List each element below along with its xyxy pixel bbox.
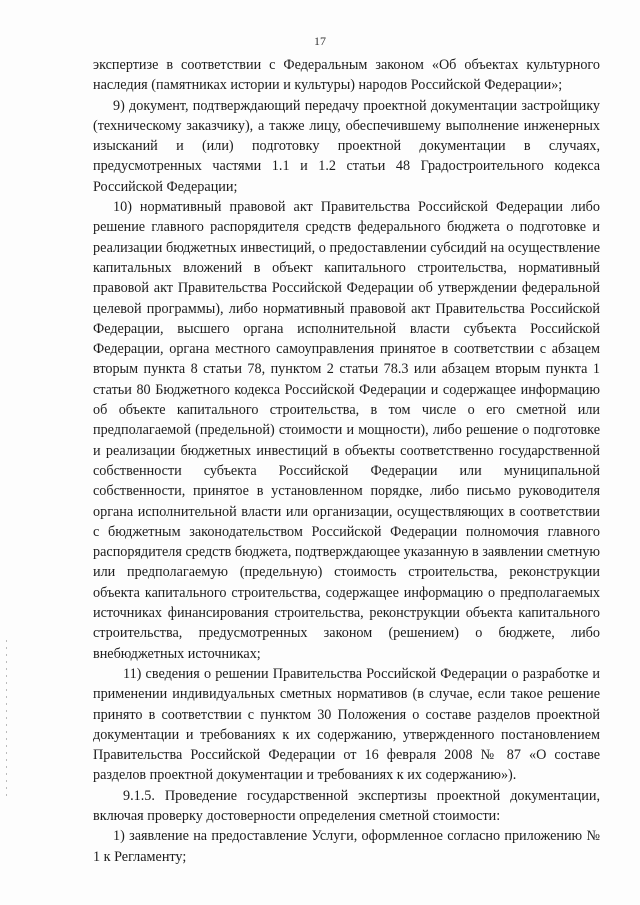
paragraph-continuation: экспертизе в соответствии с Федеральным законом «Об объектах культурного наследия (памятниках истории и культуры) народов Российской Федерации»; xyxy=(93,57,600,94)
paragraph-item-9: 9) документ, подтверждающий передачу проектной документации застройщику (техническому заказчику), а также лицу, обеспечившему выполнение инженерных изысканий и (или) подготовку проектной документации в случаях, предусмотренных частями 1.1 и 1.2 статьи 48 Градостроительного кодекса Российской Федерации; xyxy=(93,97,600,195)
paragraph-item-11: 11) сведения о решении Правительства Российской Федерации о разработке и применении индивидуальных сметных нормативов (в случае, если такое решение принято в соответствии с пунктом 30 Положения о составе разделов проектной документации и требованиях к их содержанию, утвержденного постановлением Правительства Российской Федерации от 16 февраля 2008 № 87 «О составе разделов проектной документации и требованиях к их содержанию»). xyxy=(93,665,600,784)
paragraph-item-10: 10) нормативный правовой акт Правительства Российской Федерации либо решение главного распорядителя средств федерального бюджета о подготовке и реализации бюджетных инвестиций, о предоставлении субсидий на осуществление капитальных вложений в объект капитального строительства, нормативный правовой акт Правительства Российской Федерации об утверждении федеральной целевой программы), либо нормативный правовой акт Правительства Российской Федерации, высшего органа исполнительной власти субъекта Российской Федерации, органа местного самоуправления принятое в соответствии с абзацем вторым пункта 8 статьи 78, пунктом 2 статьи 78.3 или абзацем вторым пункта 1 статьи 80 Бюджетного кодекса Российской Федерации и содержащее информацию об объекте капитального строительства, в том числе о его сметной или предполагаемой (предельной) стоимости и мощности), либо решение о подготовке и реализации бюджетных инвестиций в объекты соответственно государственной собственности субъекта Российской Федерации или муниципальной собственности, принятое в установленном порядке, либо письмо руководителя органа исполнительной власти или организации, осуществляющих в соответствии с бюджетным законодательством Российской Федерации полномочия главного распорядителя средств бюджета, подтверждающее указанную в заявлении сметную или предполагаемую (предельную) стоимость строительства, реконструкции объекта капитального строительства, содержащее информацию о предполагаемых источниках финансирования строительства, реконструкции объекта капитального строительства, предусмотренных законом (решением) о бюджете, либо внебюджетных источниках; xyxy=(93,199,600,662)
paragraph-section-9-1-5: 9.1.5. Проведение государственной экспертизы проектной документации, включая проверку достоверности определения сметной стоимости: xyxy=(93,787,600,824)
page-number: 17 xyxy=(314,34,326,48)
scan-margin-mark xyxy=(6,640,7,800)
document-body xyxy=(93,55,600,867)
paragraph-item-1: 1) заявление на предоставление Услуги, оформленное согласно приложению № 1 к Регламенту; xyxy=(93,828,600,865)
